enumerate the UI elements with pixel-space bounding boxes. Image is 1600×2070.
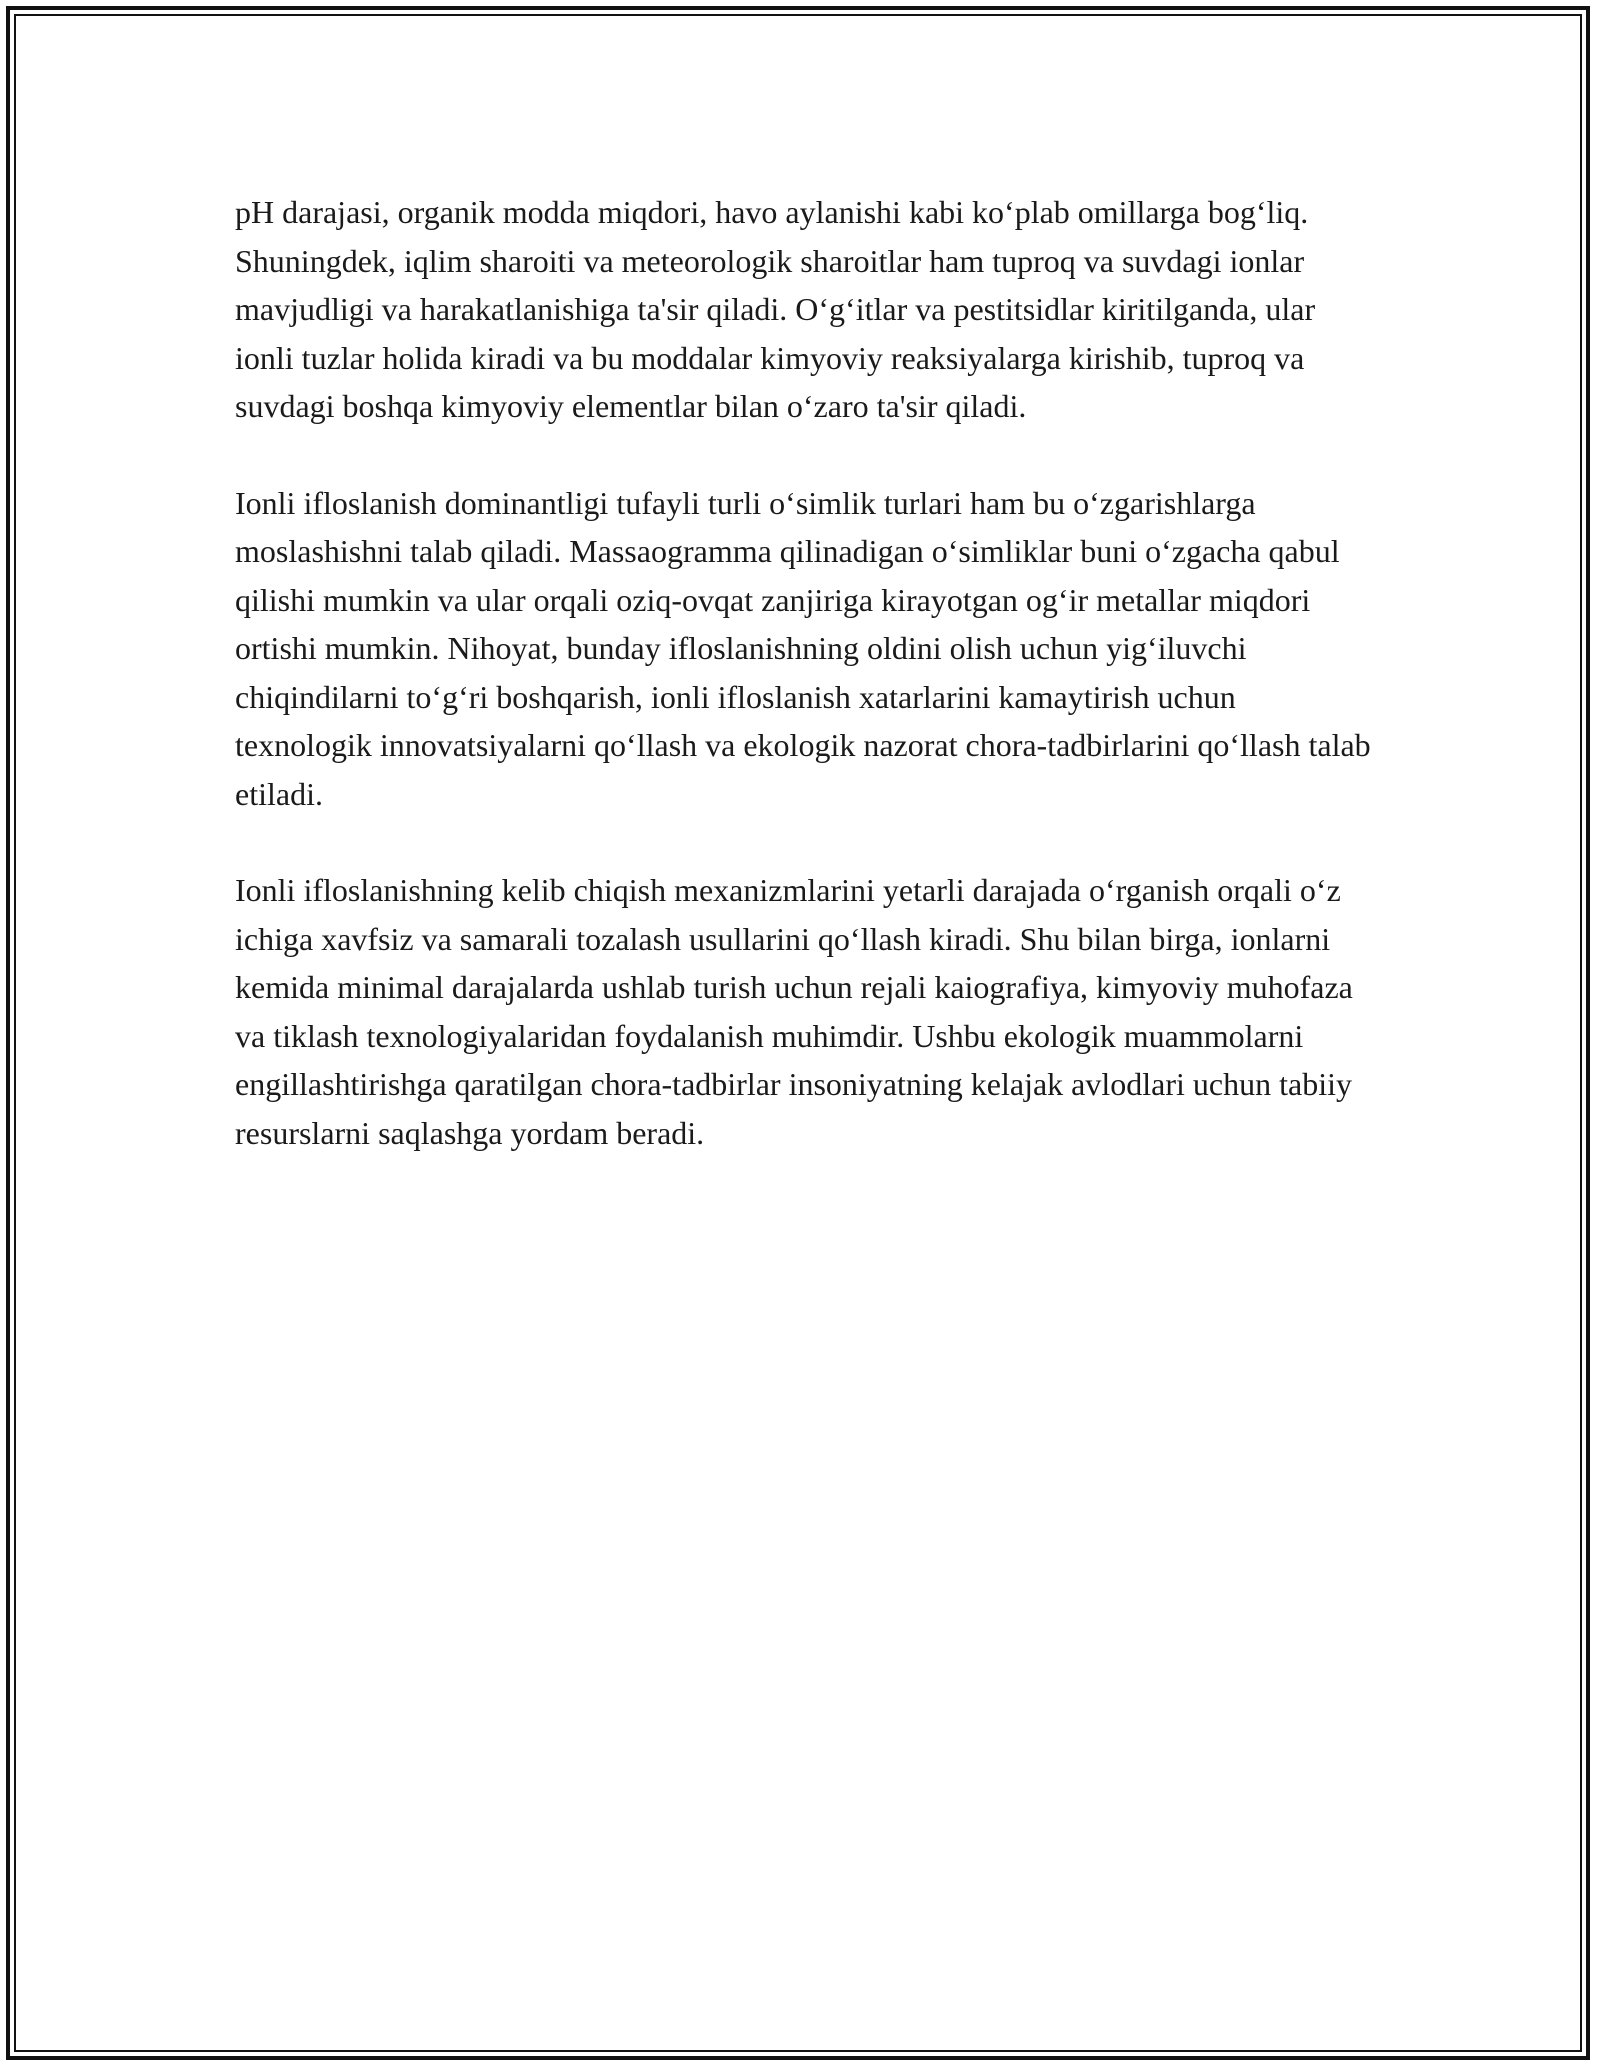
paragraph-3: Ionli ifloslanishning kelib chiqish mexanizmlarini yetarli darajada o‘rganish orqali o‘z ichiga xavfsiz va samarali tozalash usullarini qo‘llash kiradi. Shu bilan birga, ionlarni kemida minimal darajalarda ushlab turish uchun rejali kaiografiya, kimyoviy muhofaza va tiklash texnologiyalaridan foydalanish muhimdir. Ushbu ekologik muammolarni engillashtirishga qaratilgan chora-tadbirlar insoniyatning kelajak avlodlari uchun tabiiy resurslarni saqlashga yordam beradi. [235,872,1353,1151]
paragraph-2: Ionli ifloslanish dominantligi tufayli turli o‘simlik turlari ham bu o‘zgarishlarga moslashishni talab qiladi. Massaogramma qilinadigan o‘simliklar buni o‘zgacha qabul qilishi mumkin va ular orqali oziq-ovqat zanjiriga kirayotgan og‘ir metallar miqdori ortishi mumkin. Nihoyat, bunday ifloslanishning oldini olish uchun yig‘iluvchi chiqindilarni to‘g‘ri boshqarish, ionli ifloslanish xatarlarini kamaytirish uchun texnologik innovatsiyalarni qo‘llash va ekologik nazorat chora-tadbirlarini qo‘llash talab etiladi. [235,484,1371,812]
paragraph-1: pH darajasi, organik modda miqdori, havo aylanishi kabi ko‘plab omillarga bog‘liq. Shuningdek, iqlim sharoiti va meteorologik sharoitlar ham tuproq va suvdagi ionlar mavjudligi va harakatlanishiga ta'sir qiladi. O‘g‘itlar va pestitsidlar kiritilganda, ular ionli tuzlar holida kiradi va bu moddalar kimyoviy reaksiyalarga kirishib, tuproq va suvdagi boshqa kimyoviy elementlar bilan o‘zaro ta'sir qiladi. [235,194,1316,424]
document-body [235,188,1375,1205]
